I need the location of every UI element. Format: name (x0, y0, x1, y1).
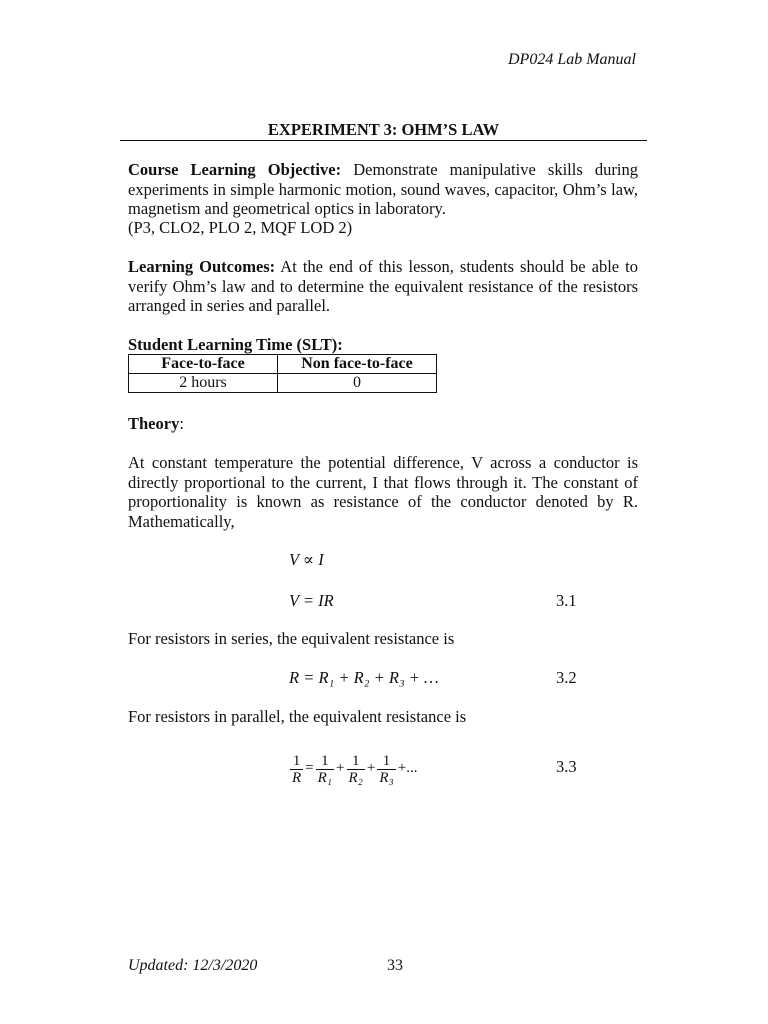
slt-header-face: Face-to-face (129, 355, 278, 374)
plus-sign: + (366, 760, 376, 777)
outcomes-paragraph (128, 257, 638, 316)
fraction-denominator: R (292, 769, 302, 786)
equation-ohms-law-text: V = IR (289, 591, 334, 610)
slt-value-nonface: 0 (278, 374, 437, 393)
slt-header-nonface: Non face-to-face (278, 355, 437, 374)
fraction-1-over-R1 (316, 753, 334, 786)
fraction-1-over-R3 (377, 753, 395, 786)
fraction-1-over-R (290, 753, 303, 786)
slt-value-row (129, 374, 437, 393)
fraction-denominator: R₂ (348, 769, 363, 786)
fraction-numerator: 1 (382, 752, 391, 769)
theory-label: Theory (128, 414, 180, 433)
equation-proportional-text: V ∝ I (289, 550, 324, 569)
parallel-text: For resistors in parallel, the equivalent resistance is (128, 707, 467, 726)
objective-label: Course Learning Objective: (128, 160, 342, 179)
plus-sign: + (336, 760, 345, 777)
footer-updated-date: Updated: 12/3/2020 (128, 957, 258, 974)
slt-table (128, 354, 437, 393)
fraction-denominator: R₃ (379, 769, 394, 786)
objective-text: Demonstrate manipulative skills during experiments in simple harmonic motion, sound waves, capacitor, Ohm’s law, magnetism and geometrical optics in laboratory. (128, 160, 638, 218)
series-text: For resistors in series, the equivalent resistance is (128, 629, 455, 648)
equation-series-text: R = R₁ + R₂ + R₃ + … (289, 668, 439, 687)
objective-paragraph (128, 160, 638, 219)
plus-ellipsis: +... (397, 760, 418, 777)
page-number: 33 (387, 957, 403, 974)
slt-header-row (129, 355, 437, 374)
manual-header: DP024 Lab Manual (508, 51, 636, 68)
objective-codes: (P3, CLO2, PLO 2, MQF LOD 2) (128, 218, 353, 237)
theory-paragraph: At constant temperature the potential difference, V across a conductor is directly proportional to the current, I that flows through it. The constant of proportionality is known as resistance of the conductor denoted by R. Mathematically, (128, 453, 638, 531)
equation-number-3-3: 3.3 (556, 757, 577, 776)
equation-ohms-law (289, 591, 334, 611)
equals-sign: = (305, 760, 314, 777)
fraction-1-over-R2 (347, 753, 365, 786)
equation-series (289, 668, 439, 688)
theory-heading (128, 414, 184, 434)
theory-colon: : (179, 414, 184, 433)
equation-number-3-1: 3.1 (556, 591, 577, 610)
fraction-numerator: 1 (321, 752, 329, 769)
equation-number-3-2: 3.2 (556, 668, 577, 687)
equation-proportional (289, 550, 324, 570)
equation-parallel (289, 744, 418, 794)
slt-value-face: 2 hours (129, 374, 278, 393)
fraction-denominator: R₁ (317, 769, 333, 786)
fraction-numerator: 1 (351, 752, 360, 769)
experiment-title: EXPERIMENT 3: OHM’S LAW (267, 120, 500, 139)
slt-heading: Student Learning Time (SLT): (128, 335, 343, 354)
fraction-numerator: 1 (292, 752, 301, 769)
title-rule (120, 140, 647, 141)
outcomes-text: At the end of this lesson, students should be able to verify Ohm’s law and to determine the equivalent resistance of the resistors arranged in series and parallel. (128, 257, 638, 315)
outcomes-label: Learning Outcomes: (128, 257, 276, 276)
